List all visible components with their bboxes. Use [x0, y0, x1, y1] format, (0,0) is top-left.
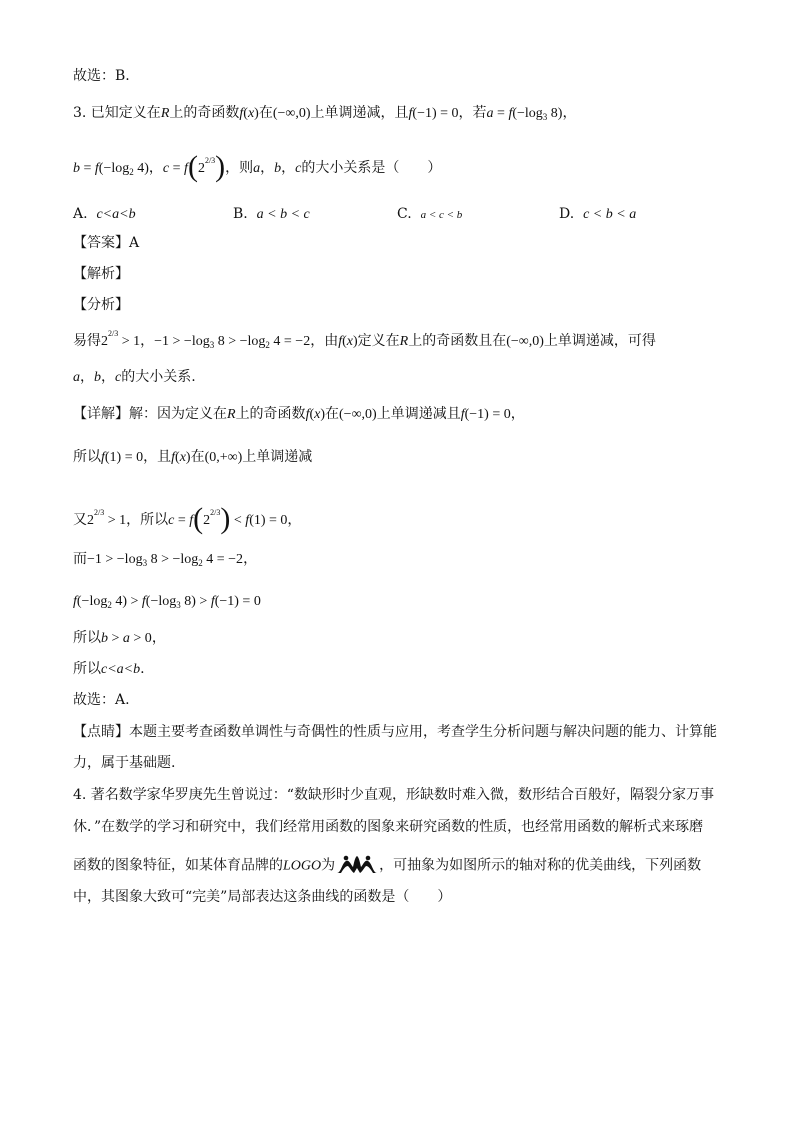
option-d: D. c < b < a: [559, 206, 637, 222]
detail-line-5: $f(-\log_2$ $4) > f(-\log_3$ 8) > f(−1) = 0: [73, 594, 261, 610]
option-c: C. a < c < b: [397, 206, 463, 222]
detail-line-3: 又$2^{2/3} > 1$，所以$c = f(2^{2/3}) < f(1) = 0$，: [73, 502, 302, 535]
comment-line-2: 力，属于基础题.: [73, 755, 176, 771]
outline-line-1: 易得$2^{2/3} > 1$，$-1 > -\log_3$ $8 > -\log_2$ 4 = −2，由f(x)定义在R上的奇函数且在(−∞,0)上单调递减，可得: [73, 329, 656, 350]
brand-logo-icon: [335, 853, 379, 878]
detail-line-1: 【详解】解：因为定义在R上的奇函数f(x)在(−∞,0)上单调递减且f(−1) = 0，: [73, 406, 525, 422]
outline-tag: 【分析】: [73, 297, 129, 313]
detail-line-6: 所以b > a > 0，: [73, 630, 166, 646]
comment-line-1: 【点睛】本题主要考查函数单调性与奇偶性的性质与应用，考查学生分析问题与解决问题的能力、计算能: [73, 724, 717, 740]
answer-tag: 【答案】A: [73, 235, 140, 251]
previous-answer-line: 故选：B.: [73, 68, 130, 84]
analysis-tag: 【解析】: [73, 266, 129, 282]
q4-line-3: 函数的图象特征，如某体育品牌的LOGO为 ，可抽象为如图所示的轴对称的优美曲线，下列函数: [73, 853, 701, 878]
detail-line-7: 所以c<a<b.: [73, 661, 145, 677]
q3-stem-line-1: 3. 已知定义在R上的奇函数f(x)在(−∞,0)上单调递减，且f(−1) = 0，若$a = f(-\log_3$ 8)，: [73, 105, 577, 122]
detail-line-8: 故选：A.: [73, 692, 130, 708]
outline-line-2: a，b，c的大小关系.: [73, 369, 196, 385]
q4-line-2: 休．”在数学的学习和研究中，我们经常用函数的图象来研究函数的性质，也经常用函数的解析式来琢磨: [73, 819, 704, 835]
detail-line-2: 所以f(1) = 0，且f(x)在(0,+∞)上单调递减: [73, 449, 313, 465]
option-a: A. c<a<b: [73, 206, 136, 222]
q3-stem-line-2: $b = f(-\log_2$ 4)，$c = f(2^{2/3})$，则a，b，c的大小关系是（ ）: [73, 150, 442, 183]
q4-line-1: 4. 著名数学家华罗庚先生曾说过：“数缺形时少直观，形缺数时难入微，数形结合百般好，隔裂分家万事: [73, 787, 714, 803]
q4-line-4: 中，其图象大致可“完美”局部表达这条曲线的函数是（ ）: [73, 889, 452, 905]
option-b: B. a < b < c: [233, 206, 310, 222]
detail-line-4: 而$-1 > -\log_3$ $8 > -\log_2$ 4 = −2，: [73, 551, 258, 568]
